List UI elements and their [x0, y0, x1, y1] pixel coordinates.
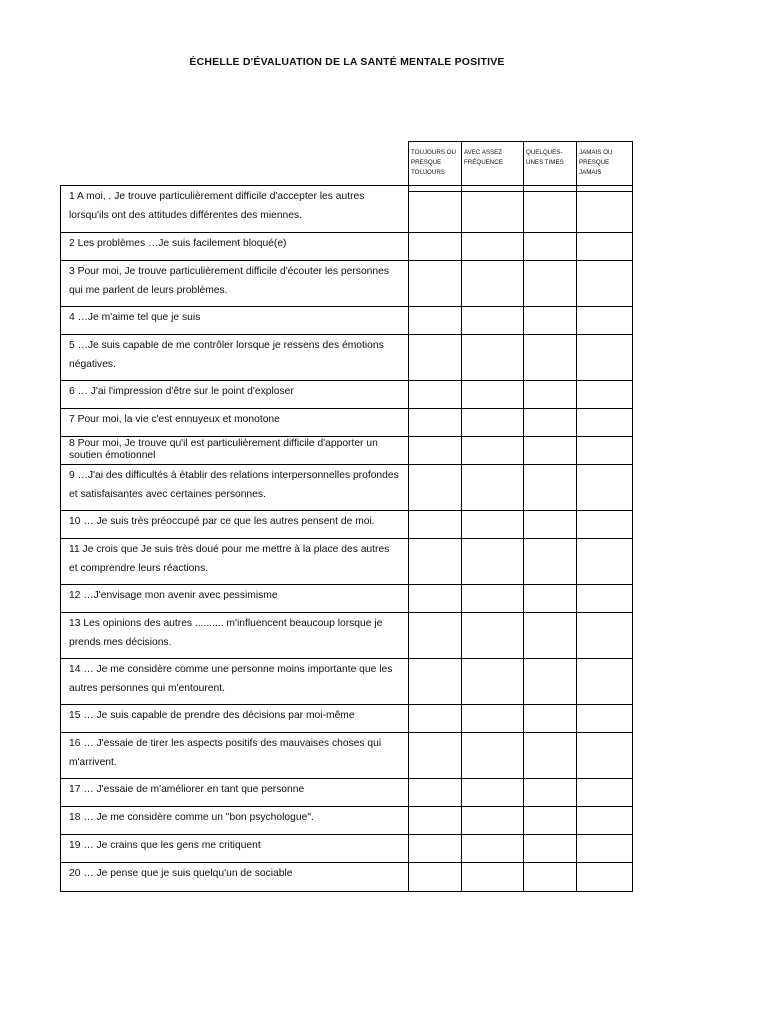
question-text: 17 … J'essaie de m'améliorer en tant que personne [61, 779, 409, 807]
answer-cell-always[interactable] [409, 335, 462, 381]
answer-cell-sometimes[interactable] [524, 779, 577, 807]
question-row [61, 307, 633, 335]
question-text: 12 …J'envisage mon avenir avec pessimisme [61, 585, 409, 613]
answer-cell-often[interactable] [462, 186, 524, 233]
answer-cell-sometimes[interactable] [524, 233, 577, 261]
answer-cell-often[interactable] [462, 307, 524, 335]
answer-cell-never[interactable] [577, 261, 633, 307]
answer-cell-always[interactable] [409, 585, 462, 613]
question-row [61, 409, 633, 437]
answer-cell-often[interactable] [462, 381, 524, 409]
answer-cell-always[interactable] [409, 705, 462, 733]
question-row [61, 807, 633, 835]
question-row [61, 733, 633, 779]
answer-cell-often[interactable] [462, 437, 524, 465]
answer-cell-often[interactable] [462, 409, 524, 437]
question-row [61, 659, 633, 705]
answer-cell-sometimes[interactable] [524, 585, 577, 613]
answer-cell-sometimes[interactable] [524, 511, 577, 539]
answer-cell-often[interactable] [462, 465, 524, 511]
question-text: 9 …J'ai des difficultés à établir des relations interpersonnelles profondes et satisfaisantes avec certaines personnes. [61, 465, 409, 511]
answer-cell-always[interactable] [409, 261, 462, 307]
question-text: 2 Les problèmes …Je suis facilement bloqué(e) [61, 233, 409, 261]
question-text: 19 … Je crains que les gens me critiquent [61, 835, 409, 863]
question-text: 10 … Je suis très préoccupé par ce que les autres pensent de moi. [61, 511, 409, 539]
answer-cell-never[interactable] [577, 659, 633, 705]
answer-cell-sometimes[interactable] [524, 335, 577, 381]
question-text: 6 … J'ai l'impression d'être sur le point d'exploser [61, 381, 409, 409]
answer-cell-often[interactable] [462, 779, 524, 807]
answer-cell-always[interactable] [409, 733, 462, 779]
answer-cell-always[interactable] [409, 863, 462, 892]
column-header-always: TOUJOURS OU PRESQUE TOUJOURS [409, 142, 462, 192]
answer-cell-always[interactable] [409, 465, 462, 511]
question-text: 18 … Je me considère comme un "bon psychologue". [61, 807, 409, 835]
answer-cell-always[interactable] [409, 511, 462, 539]
answer-cell-never[interactable] [577, 705, 633, 733]
answer-cell-often[interactable] [462, 613, 524, 659]
question-text: 7 Pour moi, la vie c'est ennuyeux et monotone [61, 409, 409, 437]
question-row [61, 511, 633, 539]
column-header-never: JAMAIS OU PRESQUE JAMAIS [577, 142, 633, 192]
answer-cell-often[interactable] [462, 335, 524, 381]
question-row [61, 233, 633, 261]
answer-cell-always[interactable] [409, 539, 462, 585]
answer-cell-always[interactable] [409, 381, 462, 409]
answer-cell-never[interactable] [577, 613, 633, 659]
answer-cell-always[interactable] [409, 409, 462, 437]
answer-cell-often[interactable] [462, 705, 524, 733]
answer-cell-sometimes[interactable] [524, 307, 577, 335]
answer-cell-sometimes[interactable] [524, 807, 577, 835]
question-row [61, 585, 633, 613]
question-text: 14 … Je me considère comme une personne moins importante que les autres personnes qui m'entourent. [61, 659, 409, 705]
answer-cell-never[interactable] [577, 465, 633, 511]
answer-cell-sometimes[interactable] [524, 733, 577, 779]
answer-cell-sometimes[interactable] [524, 705, 577, 733]
answer-cell-never[interactable] [577, 807, 633, 835]
question-text: 15 … Je suis capable de prendre des décisions par moi-même [61, 705, 409, 733]
answer-cell-sometimes[interactable] [524, 437, 577, 465]
answer-cell-often[interactable] [462, 863, 524, 892]
answer-cell-often[interactable] [462, 733, 524, 779]
answer-cell-never[interactable] [577, 835, 633, 863]
question-row [61, 539, 633, 585]
answer-cell-sometimes[interactable] [524, 465, 577, 511]
answer-cell-often[interactable] [462, 585, 524, 613]
question-text: 13 Les opinions des autres .......... m'influencent beaucoup lorsque je prends mes décisions. [61, 613, 409, 659]
answer-cell-never[interactable] [577, 779, 633, 807]
question-row [61, 261, 633, 307]
answer-cell-often[interactable] [462, 807, 524, 835]
answer-cell-sometimes[interactable] [524, 186, 577, 233]
answer-cell-always[interactable] [409, 807, 462, 835]
answer-cell-never[interactable] [577, 335, 633, 381]
page-title: ÉCHELLE D'ÉVALUATION DE LA SANTÉ MENTALE POSITIVE [189, 56, 505, 68]
column-header-sometimes: QUELQUES-UNES TIMES [524, 142, 577, 192]
question-text: 5 …Je suis capable de me contrôler lorsque je ressens des émotions négatives. [61, 335, 409, 381]
answer-cell-often[interactable] [462, 835, 524, 863]
answer-cell-sometimes[interactable] [524, 659, 577, 705]
answer-cell-often[interactable] [462, 659, 524, 705]
question-row [61, 437, 633, 465]
answer-cell-sometimes[interactable] [524, 863, 577, 892]
answer-cell-never[interactable] [577, 307, 633, 335]
question-text: 1 A moi, . Je trouve particulièrement difficile d'accepter les autres lorsqu'ils ont des attitudes différentes des miennes. [61, 186, 409, 233]
question-text: 16 … J'essaie de tirer les aspects positifs des mauvaises choses qui m'arrivent. [61, 733, 409, 779]
question-row [61, 465, 633, 511]
answer-cell-never[interactable] [577, 437, 633, 465]
answer-cell-sometimes[interactable] [524, 409, 577, 437]
answer-cell-never[interactable] [577, 233, 633, 261]
answer-cell-always[interactable] [409, 307, 462, 335]
answer-cell-sometimes[interactable] [524, 381, 577, 409]
answer-cell-sometimes[interactable] [524, 613, 577, 659]
answer-cell-always[interactable] [409, 779, 462, 807]
question-row [61, 779, 633, 807]
answer-cell-never[interactable] [577, 381, 633, 409]
question-row [61, 381, 633, 409]
question-row [61, 335, 633, 381]
answer-cell-sometimes[interactable] [524, 539, 577, 585]
questionnaire-table [60, 185, 633, 892]
answer-cell-never[interactable] [577, 863, 633, 892]
answer-cell-sometimes[interactable] [524, 835, 577, 863]
answer-cell-often[interactable] [462, 511, 524, 539]
answer-cell-always[interactable] [409, 233, 462, 261]
answer-cell-always[interactable] [409, 186, 462, 233]
answer-cell-often[interactable] [462, 539, 524, 585]
question-row [61, 835, 633, 863]
question-row [61, 705, 633, 733]
question-text: 11 Je crois que Je suis très doué pour me mettre à la place des autres et comprendre leurs réactions. [61, 539, 409, 585]
answer-cell-always[interactable] [409, 437, 462, 465]
answer-cell-never[interactable] [577, 585, 633, 613]
answer-cell-never[interactable] [577, 733, 633, 779]
answer-cell-sometimes[interactable] [524, 261, 577, 307]
question-text: 4 …Je m'aime tel que je suis [61, 307, 409, 335]
answer-cell-never[interactable] [577, 409, 633, 437]
answer-cell-always[interactable] [409, 613, 462, 659]
answer-cell-never[interactable] [577, 511, 633, 539]
answer-cell-often[interactable] [462, 261, 524, 307]
answer-cell-never[interactable] [577, 186, 633, 233]
answer-cell-never[interactable] [577, 539, 633, 585]
answer-cell-always[interactable] [409, 659, 462, 705]
answer-cell-often[interactable] [462, 233, 524, 261]
column-header-often: AVEC ASSEZ FRÉQUENCE [462, 142, 524, 192]
question-text: 20 … Je pense que je suis quelqu'un de sociable [61, 863, 409, 892]
question-row [61, 186, 633, 233]
question-text: 8 Pour moi, Je trouve qu'il est particulièrement difficile d'apporter un soutien émotionnel [61, 437, 409, 465]
question-text: 3 Pour moi, Je trouve particulièrement difficile d'écouter les personnes qui me parlent de leurs problèmes. [61, 261, 409, 307]
question-row [61, 863, 633, 892]
answer-cell-always[interactable] [409, 835, 462, 863]
question-row [61, 613, 633, 659]
